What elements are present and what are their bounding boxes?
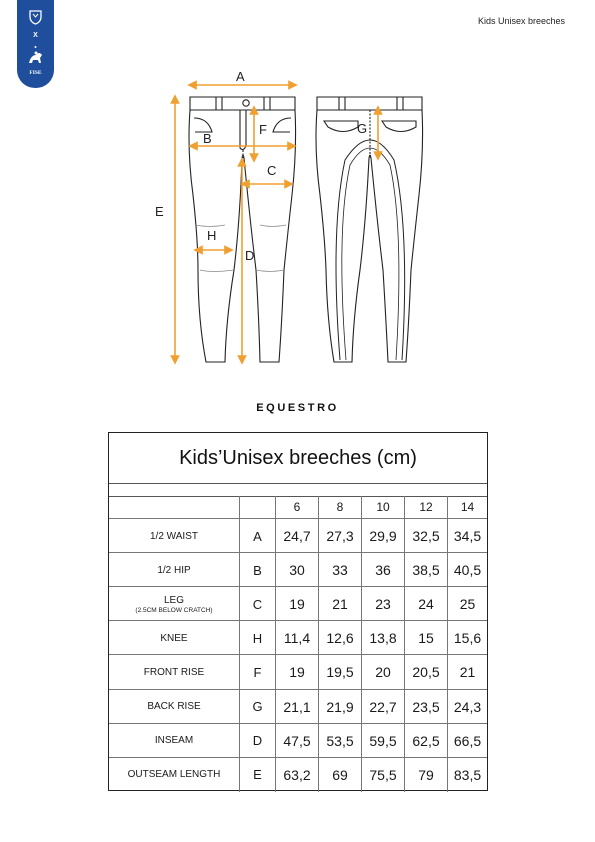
label-d: D <box>245 248 255 263</box>
table-cell: 13,8 <box>361 621 404 655</box>
row-label <box>109 690 239 724</box>
row-code: A <box>239 519 275 553</box>
table-cell: 24,7 <box>275 519 318 553</box>
table-cell: 20 <box>361 655 404 689</box>
row-code: H <box>239 621 275 655</box>
size-header-cell: 8 <box>318 496 361 518</box>
table-cell: 15,6 <box>447 621 487 655</box>
row-label-text: LEG <box>163 594 184 606</box>
table-cell: 24,3 <box>447 690 487 724</box>
table-cell: 21 <box>318 587 361 621</box>
table-row <box>109 689 487 724</box>
table-cell: 32,5 <box>404 519 447 553</box>
table-cell: 38,5 <box>404 553 447 587</box>
svg-text:X: X <box>33 32 38 39</box>
row-code: E <box>239 758 275 792</box>
size-header-cell: 6 <box>275 496 318 518</box>
table-cell: 36 <box>361 553 404 587</box>
table-cell: 19 <box>275 587 318 621</box>
row-label-text: INSEAM <box>154 735 194 747</box>
row-code: B <box>239 553 275 587</box>
row-label <box>109 758 239 792</box>
table-cell: 22,7 <box>361 690 404 724</box>
table-cell: 75,5 <box>361 758 404 792</box>
row-code: C <box>239 587 275 621</box>
table-cell: 12,6 <box>318 621 361 655</box>
table-cell: 40,5 <box>447 553 487 587</box>
table-row <box>109 620 487 655</box>
size-chart-table <box>108 432 488 791</box>
label-g: G <box>357 121 368 136</box>
table-cell: 63,2 <box>275 758 318 792</box>
table-row <box>109 757 487 792</box>
size-header-cell: 12 <box>404 496 447 518</box>
row-code: G <box>239 690 275 724</box>
table-cell: 30 <box>275 553 318 587</box>
table-row <box>109 552 487 587</box>
table-cell: 66,5 <box>447 724 487 758</box>
table-cell: 21,1 <box>275 690 318 724</box>
table-cell: 24 <box>404 587 447 621</box>
table-cell: 21,9 <box>318 690 361 724</box>
table-row <box>109 654 487 689</box>
label-b: B <box>203 131 212 146</box>
table-row <box>109 518 487 553</box>
row-label-text: 1/2 WAIST <box>150 530 198 542</box>
brand-name: EQUESTRO <box>256 402 339 414</box>
table-row <box>109 723 487 758</box>
table-cell: 11,4 <box>275 621 318 655</box>
table-cell: 83,5 <box>447 758 487 792</box>
header-blank-code <box>239 496 275 518</box>
table-cell: 27,3 <box>318 519 361 553</box>
row-label <box>109 621 239 655</box>
row-label-subtext: (2.5CM BELOW CRATCH) <box>135 606 213 614</box>
label-f: F <box>259 122 267 137</box>
label-a: A <box>236 69 245 84</box>
table-cell: 53,5 <box>318 724 361 758</box>
table-cell: 34,5 <box>447 519 487 553</box>
table-row <box>109 586 487 621</box>
row-label-text: OUTSEAM LENGTH <box>127 769 221 781</box>
table-cell: 79 <box>404 758 447 792</box>
table-spacer-row <box>109 483 487 497</box>
row-label-text: BACK RISE <box>147 701 201 713</box>
row-code: D <box>239 724 275 758</box>
header-blank-label <box>109 496 239 518</box>
table-cell: 25 <box>447 587 487 621</box>
table-title: Kids’Unisex breeches (cm) <box>109 433 487 484</box>
row-label-text: FRONT RISE <box>143 666 205 678</box>
breeches-measurement-diagram <box>0 0 595 400</box>
size-header-row <box>109 496 487 518</box>
document-title: Kids Unisex breeches <box>477 16 565 26</box>
table-cell: 33 <box>318 553 361 587</box>
table-cell: 62,5 <box>404 724 447 758</box>
table-cell: 21 <box>447 655 487 689</box>
label-c: C <box>267 163 277 178</box>
row-label-text: 1/2 HIP <box>157 564 191 576</box>
row-label <box>109 553 239 587</box>
table-cell: 69 <box>318 758 361 792</box>
size-header-cell: 14 <box>447 496 487 518</box>
back-view-breeches <box>316 97 423 362</box>
row-label <box>109 587 239 621</box>
table-cell: 20,5 <box>404 655 447 689</box>
label-e: E <box>155 204 164 219</box>
table-cell: 15 <box>404 621 447 655</box>
row-code: F <box>239 655 275 689</box>
table-cell: 19 <box>275 655 318 689</box>
row-label-text: KNEE <box>160 632 188 644</box>
table-cell: 23 <box>361 587 404 621</box>
table-cell: 23,5 <box>404 690 447 724</box>
row-label <box>109 724 239 758</box>
size-header-cell: 10 <box>361 496 404 518</box>
table-cell: 59,5 <box>361 724 404 758</box>
table-cell: 29,9 <box>361 519 404 553</box>
table-cell: 19,5 <box>318 655 361 689</box>
label-h: H <box>207 228 217 243</box>
table-cell: 47,5 <box>275 724 318 758</box>
svg-text:FISE: FISE <box>29 70 42 76</box>
row-label <box>109 655 239 689</box>
row-label <box>109 519 239 553</box>
